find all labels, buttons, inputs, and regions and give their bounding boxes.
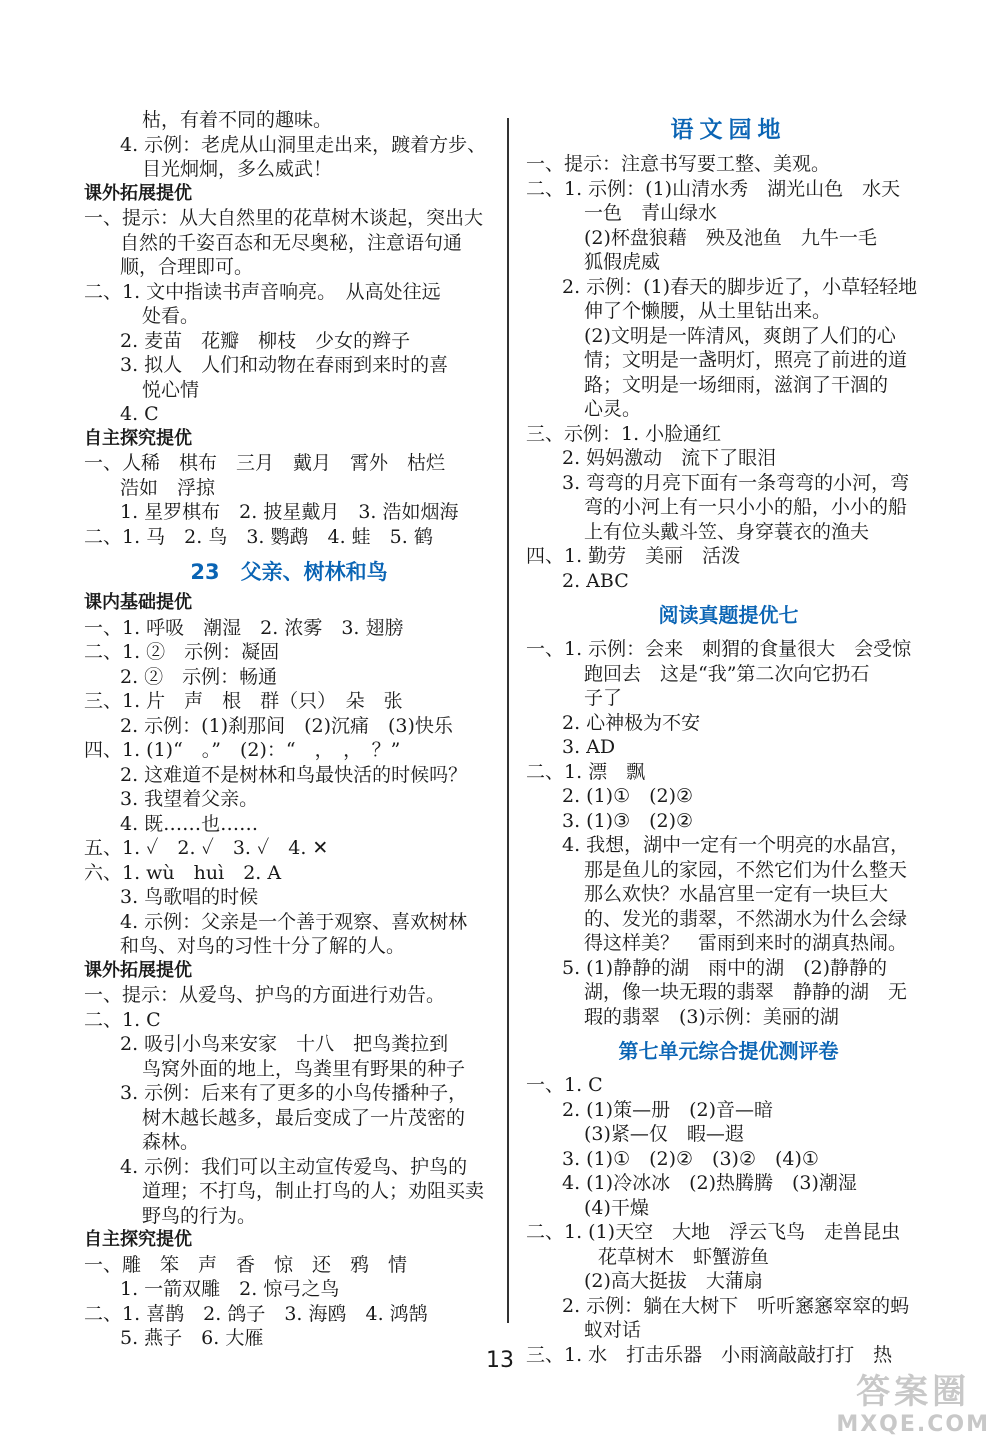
section-title: 23 父亲、树林和鸟: [190, 560, 388, 584]
answer-line: 二、1. 喜鹊 2. 鸽子 3. 海鸥 4. 鸿鹄: [84, 1302, 428, 1325]
answer-line: 狐假虎威: [584, 251, 661, 273]
answer-line: 三、示例：1. 小脸通红: [526, 422, 722, 445]
answer-line: 一、提示：注意书写要工整、美观。: [526, 153, 831, 175]
section-title: 阅读真题提优七: [658, 603, 799, 627]
answer-line: 1. 星罗棋布 2. 披星戴月 3. 浩如烟海: [120, 501, 459, 523]
answer-line: 3. (1)③ (2)②: [562, 809, 694, 832]
answer-line: 得这样美？ 雷雨到来时的湖真热闹。: [584, 932, 908, 954]
answer-line: 5. 燕子 6. 大雁: [120, 1327, 264, 1349]
answer-line: 花草树木 虾蟹游鱼: [598, 1245, 770, 1268]
answer-line: 道理；不打鸟，制止打鸟的人；劝阻买卖: [142, 1180, 485, 1202]
answer-line: 二、1. 马 2. 鸟 3. 鹦鹉 4. 蛙 5. 鹤: [84, 525, 433, 548]
answer-line: (2)文明是一阵清风，爽朗了人们的心: [584, 324, 896, 347]
answer-line: 瑕的翡翠 (3)示例：美丽的湖: [584, 1005, 839, 1028]
answer-line: 湖，像一块无瑕的翡翠 静静的湖 无: [584, 981, 908, 1003]
answer-line: (2)高大挺拔 大蒲扇: [584, 1270, 763, 1292]
right-column: [526, 108, 931, 1367]
section-title: 语文园地: [670, 117, 787, 143]
answer-line: 一色 青山绿水: [584, 202, 718, 224]
answer-line: 1. 一箭双雕 2. 惊弓之鸟: [120, 1278, 340, 1300]
answer-line: 悦心情: [142, 378, 200, 401]
answer-line: 森林。: [142, 1131, 200, 1153]
answer-line: 一、提示：从大自然里的花草树木谈起，突出大: [84, 207, 484, 229]
answer-line: 3. (1)① (2)② (3)② (4)①: [562, 1147, 819, 1170]
answer-line: 2. ② 示例：畅通: [120, 665, 278, 688]
answer-line: 目光炯炯，多么威武！: [142, 158, 333, 180]
answer-line: 情；文明是一盏明灯，照亮了前进的道: [584, 349, 908, 371]
subsection-heading: 自主探究提优: [84, 427, 192, 449]
answer-line: 蚁对话: [584, 1319, 642, 1341]
answer-line: 二、1. 文中指读书声音响亮。 从高处往远: [84, 280, 441, 303]
answer-line: 四、1. 勤劳 美丽 活泼: [526, 545, 741, 567]
answer-line: 四、1. (1)“ 。” (2)：“ ， ， ？”: [84, 739, 401, 761]
answer-line: 一、1. 呼吸 潮湿 2. 浓雾 3. 翅膀: [84, 616, 404, 639]
answer-line: 六、1. wù huì 2. A: [84, 861, 282, 884]
answer-line: 弯的小河上有一只小小的船，小小的船: [584, 496, 908, 518]
answer-line: 4. 既……也……: [120, 812, 259, 835]
answer-line: 2. (1)策—册 (2)音—暗: [562, 1098, 773, 1121]
answer-line: 4. 示例：父亲是一个善于观察、喜欢树林: [120, 910, 468, 933]
answer-line: 一、人稀 棋布 三月 戴月 霄外 枯烂: [84, 452, 446, 474]
answer-line: 3. 鸟歌唱的时候: [120, 886, 259, 908]
column-divider: [507, 118, 509, 1323]
answer-line: 伸了个懒腰，从土里钻出来。: [584, 300, 832, 322]
answer-line: 3. AD: [562, 736, 616, 758]
answer-line: 3. 弯弯的月亮下面有一条弯弯的小河，弯: [562, 471, 910, 494]
answer-line: 2. 吸引小鸟来安家 十八 把鸟粪拉到: [120, 1033, 449, 1055]
answer-line: 3. 我望着父亲。: [120, 788, 259, 810]
answer-line: 枯，有着不同的趣味。: [142, 109, 333, 131]
answer-line: 二、1. C: [84, 1008, 161, 1031]
subsection-heading: 课外拓展提优: [84, 182, 192, 204]
answer-line: 一、提示：从爱鸟、护鸟的方面进行劝告。: [84, 984, 446, 1006]
answer-line: 2. 心神极为不安: [562, 711, 701, 734]
answer-line: 2. 示例：(1)春天的脚步近了，小草轻轻地: [562, 275, 918, 298]
answer-line: 顺，合理即可。: [120, 256, 254, 278]
answer-line: 一、1. C: [526, 1074, 603, 1096]
answer-line: 自然的千姿百态和无尽奥秘，注意语句通: [120, 231, 463, 254]
answer-line: 一、1. 示例：会来 刺猬的食量很大 会受惊: [526, 638, 912, 660]
answer-line: 3. 拟人 人们和动物在春雨到来时的喜: [120, 354, 449, 376]
answer-line: 那么欢快？水晶宫里一定有一块巨大: [584, 883, 889, 905]
subsection-heading: 课内基础提优: [84, 592, 192, 613]
answer-line: 2. (1)① (2)②: [562, 785, 694, 807]
answer-line: 5. (1)静静的湖 雨中的湖 (2)静静的: [562, 956, 887, 979]
answer-line: 的、发光的翡翠，不然湖水为什么会绿: [584, 907, 908, 930]
subsection-heading: 自主探究提优: [84, 1229, 192, 1250]
page-number: 13: [486, 1348, 514, 1373]
watermark-main: 答案圈: [856, 1372, 971, 1412]
answer-line: 二、1. 漂 飘: [526, 760, 646, 783]
answer-line: 2. 示例：(1)刹那间 (2)沉痛 (3)快乐: [120, 714, 453, 737]
answer-line: (3)紧—仅 暇—遐: [584, 1123, 744, 1145]
answer-line: 3. 示例：后来有了更多的小鸟传播种子，: [120, 1082, 468, 1104]
answer-line: 上有位头戴斗笠、身穿蓑衣的渔夫: [584, 520, 870, 543]
answer-line: 三、1. 水 打击乐器 小雨滴敲敲打打 热: [526, 1343, 893, 1366]
watermark-logo: [836, 1372, 990, 1438]
answer-line: 路；文明是一场细雨，滋润了干涸的: [584, 373, 889, 396]
answer-line: 二、1. (1)天空 大地 浮云飞鸟 走兽昆虫: [526, 1221, 901, 1243]
subsection-heading: 课外拓展提优: [84, 959, 192, 981]
answer-line: 树木越长越多，最后变成了一片茂密的: [142, 1106, 466, 1129]
answer-line: (2)杯盘狼藉 殃及池鱼 九牛一毛: [584, 226, 877, 249]
answer-line: 和鸟、对鸟的习性十分了解的人。: [120, 935, 406, 957]
answer-line: 跑回去 这是“我”第二次向它扔石: [584, 662, 870, 685]
answer-line: 一、雕 笨 声 香 惊 还 鸦 情: [84, 1253, 408, 1276]
answer-line: 处看。: [142, 305, 200, 327]
answer-line: 鸟窝外面的地上，鸟粪里有野果的种子: [142, 1057, 466, 1080]
left-column: [84, 108, 494, 1351]
answer-line: 野鸟的行为。: [142, 1204, 257, 1227]
answer-line: 那是鱼儿的家园，不然它们为什么整天: [584, 858, 908, 881]
answer-line: 4. (1)冷冰冰 (2)热腾腾 (3)潮湿: [562, 1172, 857, 1194]
answer-line: 2. 麦苗 花瓣 柳枝 少女的辫子: [120, 329, 411, 352]
answer-line: 浩如 浮掠: [120, 476, 216, 499]
answer-line: 2. 这难道不是树林和鸟最快活的时候吗？: [120, 763, 468, 786]
answer-line: 心灵。: [584, 398, 642, 420]
answer-line: 五、1. ✓ 2. ✓ 3. ✓ 4. ✕: [84, 837, 329, 859]
answer-line: 子了: [584, 687, 623, 709]
watermark-sub: MXQE.COM: [836, 1412, 990, 1437]
section-title: 第七单元综合提优测评卷: [618, 1039, 839, 1063]
answer-line: 二、1. 示例：(1)山清水秀 湖光山色 水天: [526, 177, 901, 200]
answer-line: 4. 示例：老虎从山洞里走出来，踱着方步、: [120, 133, 487, 156]
answer-line: 2. 妈妈激动 流下了眼泪: [562, 447, 777, 469]
answer-line: 三、1. 片 声 根 群（只） 朵 张: [84, 690, 403, 712]
answer-line: 2. 示例：躺在大树下 听听窸窸窣窣的蚂: [562, 1294, 910, 1317]
answer-line: 4. C: [120, 403, 159, 425]
answer-line: 4. 我想，湖中一定有一个明亮的水晶宫，: [562, 834, 910, 856]
answer-line: 二、1. ② 示例：凝固: [84, 641, 280, 663]
answer-line: 2. ABC: [562, 569, 629, 592]
answer-line: 4. 示例：我们可以主动宣传爱鸟、护鸟的: [120, 1155, 468, 1178]
answer-line: (4)干燥: [584, 1196, 649, 1219]
